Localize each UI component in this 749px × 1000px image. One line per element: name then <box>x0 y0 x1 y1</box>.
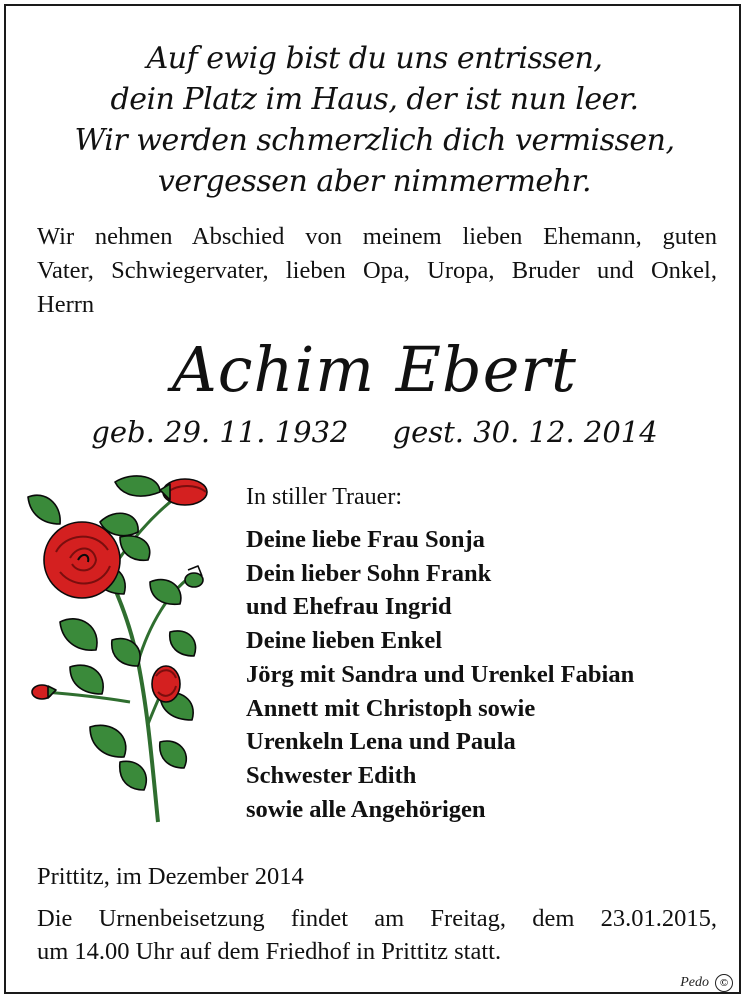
intro-line: Wir nehmen Abschied von meinem lieben Ehemann, guten <box>37 223 717 250</box>
mourner-entry: Dein lieber Sohn Frank <box>246 559 492 587</box>
publisher-mark: Pedo <box>680 975 709 990</box>
farewell-intro <box>37 220 717 322</box>
birth-date: geb. 29. 11. 1932 <box>91 415 349 449</box>
mourning-label: In stiller Trauer: <box>246 484 402 510</box>
burial-line: Die Urnenbeisetzung findet am Freitag, dem 23.01.2015, <box>37 905 717 932</box>
burial-line: um 14.00 Uhr auf dem Friedhof in Prittitz statt. <box>37 938 502 965</box>
life-dates <box>0 412 749 452</box>
deceased-name: Achim Ebert <box>172 333 577 406</box>
mourners-list <box>246 523 634 826</box>
mourner-entry: sowie alle Angehörigen <box>246 795 486 823</box>
publisher-credit <box>680 974 733 992</box>
burial-notice <box>37 902 717 968</box>
memorial-verse <box>0 38 749 202</box>
verse-line: Wir werden schmerzlich dich vermissen, <box>74 123 675 158</box>
intro-line: Herrn <box>37 291 95 318</box>
copyright-icon: © <box>715 974 733 992</box>
intro-line: Vater, Schwiegervater, lieben Opa, Uropa, Bruder und Onkel, <box>37 257 717 284</box>
death-date: gest. 30. 12. 2014 <box>392 415 658 449</box>
mourner-entry: Deine liebe Frau Sonja <box>246 526 485 553</box>
mourner-entry: Schwester Edith <box>246 761 417 789</box>
verse-line: Auf ewig bist du uns entrissen, <box>146 41 603 76</box>
rose-illustration <box>20 462 220 827</box>
verse-line: dein Platz im Haus, der ist nun leer. <box>110 82 639 117</box>
place-date: Prittitz, im Dezember 2014 <box>37 863 304 890</box>
mourner-entry: Urenkeln Lena und Paula <box>246 728 516 756</box>
mourner-entry: Annett mit Christoph sowie <box>246 694 536 722</box>
mourner-entry: Deine lieben Enkel <box>246 627 443 655</box>
mourner-entry: Jörg mit Sandra und Urenkel Fabian <box>246 660 635 688</box>
verse-line: vergessen aber nimmermehr. <box>157 164 592 199</box>
mourner-entry: und Ehefrau Ingrid <box>246 593 452 621</box>
